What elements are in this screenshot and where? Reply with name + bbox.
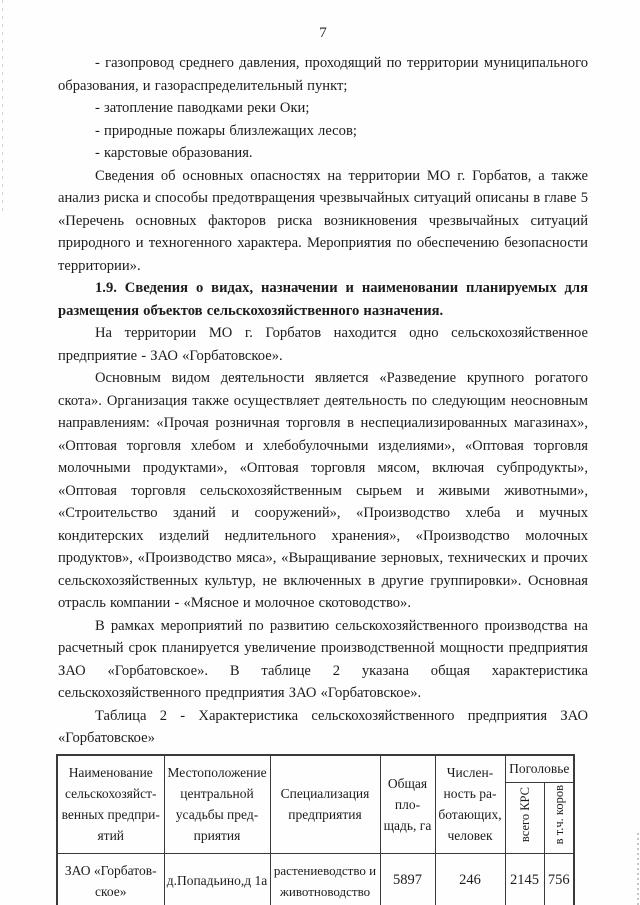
column-header-area: Общая площадь, га — [380, 755, 435, 854]
vertical-label-total-cattle: всего КРС — [517, 786, 532, 843]
column-header-livestock-group: Поголовье — [505, 755, 574, 783]
column-header-livestock-cows — [544, 782, 574, 853]
paragraph-enterprise-intro: На территории МО г. Горбатов находится одно сельскохозяйственное предприятие - ЗАО «Горбатовское». — [58, 325, 588, 364]
section-heading-1-9: 1.9. Сведения о видах, назначении и наименовании планируемых для размещения объектов сельскохозяйственного назначения. — [58, 280, 588, 319]
paragraph-development-plan: В рамках мероприятий по развитию сельскохозяйственного производства на расчетный срок планируется увеличение производственной мощности предприятия ЗАО «Горбатовское». В таблице 2 указана общая характеристика сельскохозяйственного предприятия ЗАО «Горбатовское». — [58, 617, 588, 701]
column-header-livestock-total — [505, 782, 544, 853]
list-item: - газопровод среднего давления, проходящий по территории муниципального образования, и газораспределительный пункт; — [58, 55, 588, 94]
cell-cows: 756 — [544, 853, 574, 905]
paragraph-activities: Основным видом деятельности является «Разведение крупного рогатого скота». Организация также осуществляет деятельность по следующим неосновным направлениям: «Прочая розничная торговля в неспециализированных магазинах», «Оптовая торговля хлебом и хлебобулочными изделиями», «Оптовая торговля молочными продуктами», «Оптовая торговля мясом, включая субпродукты», «Оптовая торговля сельскохозяйственным сырьем и живыми животными», «Строительство зданий и сооружений», «Производство хлеба и мучных кондитерских изделий недлительного хранения», «Производство молочных продуктов», «Производство мяса», «Выращивание зерновых, технических и прочих сельскохозяйственных культур, не включенных в другие группировки». Основная отрасль компании - «Мясное и молочное скотоводство». — [58, 370, 588, 611]
page-content — [58, 24, 588, 905]
scan-artifact-left-edge — [2, 0, 3, 215]
list-item: - карстовые образования. — [95, 145, 253, 161]
list-item: - затопление паводками реки Оки; — [95, 100, 310, 116]
page-number: 7 — [319, 25, 327, 41]
cell-area: 5897 — [380, 853, 435, 905]
enterprise-characteristics-table — [56, 754, 575, 905]
paragraph-hazards-summary: Сведения об основных опасностях на территории МО г. Горбатов, а также анализ риска и способы предотвращения чрезвычайных ситуаций описаны в главе 5 «Перечень основных факторов риска возникновения чрезвычайных ситуаций природного и техногенного характера. Мероприятия по обеспечению безопасности территории». — [58, 167, 588, 274]
cell-location: д.Попадьино,д 1а — [164, 853, 270, 905]
column-header-enterprise-name: Наименование сельскохозяйственных предприятий — [57, 755, 164, 854]
table-row — [57, 853, 574, 905]
cell-workers: 246 — [435, 853, 505, 905]
scan-artifact-right-edge — [637, 833, 639, 905]
table-caption: Таблица 2 - Характеристика сельскохозяйственного предприятия ЗАО «Горбатовское» — [58, 707, 588, 746]
cell-enterprise-name: ЗАО «Горбатовское» — [57, 853, 164, 905]
cell-specialization: растениеводство и животноводство — [270, 853, 380, 905]
cell-total-cattle: 2145 — [505, 853, 544, 905]
column-header-workers: Численность работающих, человек — [435, 755, 505, 854]
list-item: - природные пожары близлежащих лесов; — [95, 122, 357, 139]
table-header-row — [57, 755, 574, 783]
vertical-label-cows: в т.ч. коров — [551, 784, 566, 845]
column-header-location: Местоположение центральной усадьбы предприятия — [164, 755, 270, 854]
column-header-specialization: Специализация предприятия — [270, 755, 380, 854]
